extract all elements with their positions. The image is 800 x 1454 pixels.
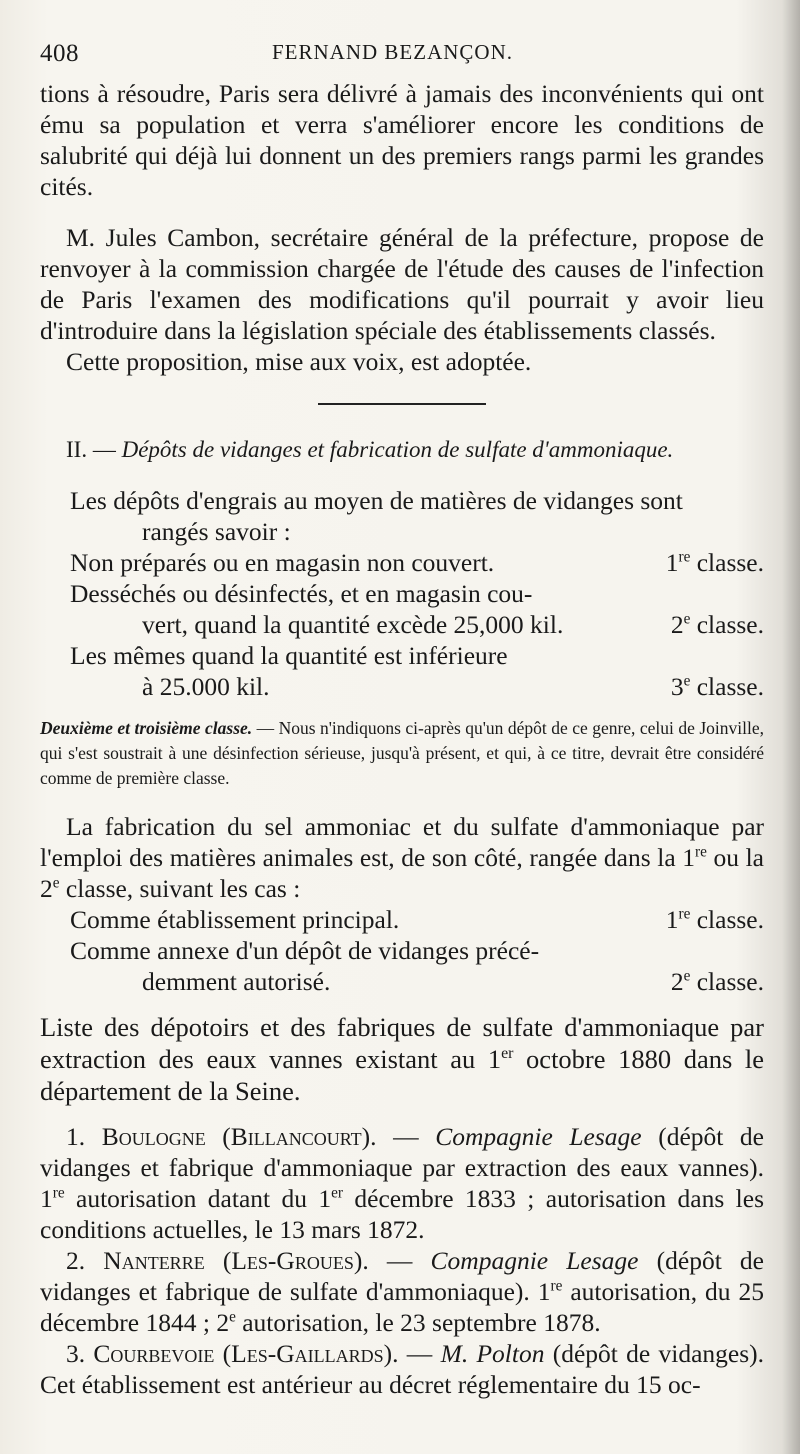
section-number: II. — (66, 437, 116, 462)
classification-text: à 25.000 kil. (142, 672, 270, 701)
classification-intro-cont: rangés savoir : (142, 517, 291, 546)
classification-intro: La fabrication du sel ammoniac et du sulfate d'ammoniaque par l'emploi des matières animales est, de son côté, rangée dans la 1re ou la 2e classe, suivant les cas : (40, 812, 764, 903)
classification-class: 2e classe. (670, 610, 764, 639)
classification-text: Comme annexe d'un dépôt de vidanges précé- (70, 936, 540, 965)
classification-text: Comme établissement principal. (70, 905, 400, 934)
classification-row (40, 671, 764, 702)
entry-place: Courbevoie (Les-Gaillards). (93, 1339, 399, 1368)
section-divider (318, 403, 486, 405)
paragraph-3: Cette proposition, mise aux voix, est adoptée. (66, 347, 532, 376)
list-entry-2: 2. Nanterre (Les-Groues). — Compagnie Lesage (dépôt de vidanges et fabrique de sulfate d'ammoniaque). 1re autorisation, du 25 décembre 1844 ; 2e autorisation, le 23 septembre 1878. (40, 1246, 764, 1337)
list-entry-3: 3. Courbevoie (Les-Gaillards). — M. Polton (dépôt de vidanges). Cet établissement est antérieur au décret réglementaire du 15 oc- (40, 1339, 765, 1399)
entry-company: M. Polton (440, 1339, 545, 1368)
classification-block-2 (40, 811, 764, 997)
list-intro: Liste des dépotoirs et des fabriques de sulfate d'ammoniaque par extraction des eaux vannes existant au 1er octobre 1880 dans le département de la Seine. (40, 1012, 764, 1106)
classification-class: 1re classe. (665, 548, 764, 577)
classification-block-1 (40, 485, 764, 702)
running-title: FERNAND BEZANÇON. (272, 40, 514, 64)
classification-class: 3e classe. (670, 672, 764, 701)
page-number: 408 (40, 40, 79, 67)
classification-text: Les mêmes quand la quantité est inférieure (70, 641, 508, 670)
footnote-text: — Nous n'indiquons ci-après qu'un dépôt de ce genre, celui de Joinville, qui s'est soustrait à une désinfection sérieuse, jusqu'à présent, et qui, à ce titre, devrait être considéré comme de première classe. (40, 718, 764, 788)
classification-text: demment autorisé. (142, 967, 331, 996)
paragraph-2: M. Jules Cambon, secrétaire général de la préfecture, propose de renvoyer à la commission chargée de l'étude des causes de l'infection de Paris l'examen des modifications qu'il pourrait y avoir lieu d'introduire dans la législation spéciale des établissements classés. (40, 223, 764, 345)
classification-intro: Les dépôts d'engrais au moyen de matières de vidanges sont (70, 486, 683, 515)
entry-place: Nanterre (Les-Groues). (103, 1246, 369, 1275)
classification-text: Desséchés ou désinfectés, et en magasin cou- (70, 579, 533, 608)
classification-row (40, 904, 764, 935)
classification-row (40, 609, 764, 640)
list-entry-1: 1. Boulogne (Billancourt). — Compagnie Lesage (dépôt de vidanges et fabrique d'ammoniaque par extraction des eaux vannes). 1re autorisation datant du 1er décembre 1833 ; autorisation dans les conditions actuelles, le 13 mars 1872. (40, 1122, 764, 1244)
section-heading (66, 435, 764, 465)
entry-place: Boulogne (Billancourt). (101, 1122, 377, 1151)
page-spine-shadow (782, 0, 800, 1454)
page-header (40, 34, 764, 78)
paragraph-1: tions à résoudre, Paris sera délivré à jamais des inconvénients qui ont ému sa population et verra s'améliorer encore les conditions de salubrité qui déjà lui donnent un des premiers rangs parmi les grandes cités. (40, 79, 764, 201)
footnote-lead: Deuxième et troisième classe. (40, 718, 253, 738)
classification-class: 1re classe. (665, 905, 764, 934)
classification-row (40, 547, 764, 578)
classification-text: vert, quand la quantité excède 25,000 kil. (142, 610, 564, 639)
classification-text: Non préparés ou en magasin non couvert. (70, 548, 495, 577)
classification-row (40, 966, 764, 997)
entry-company: Compagnie Lesage (430, 1246, 639, 1275)
classification-class: 2e classe. (670, 967, 764, 996)
section-title: Dépôts de vidanges et fabrication de sulfate d'ammoniaque. (121, 437, 674, 462)
entry-company: Compagnie Lesage (435, 1122, 642, 1151)
footnote (40, 716, 764, 791)
